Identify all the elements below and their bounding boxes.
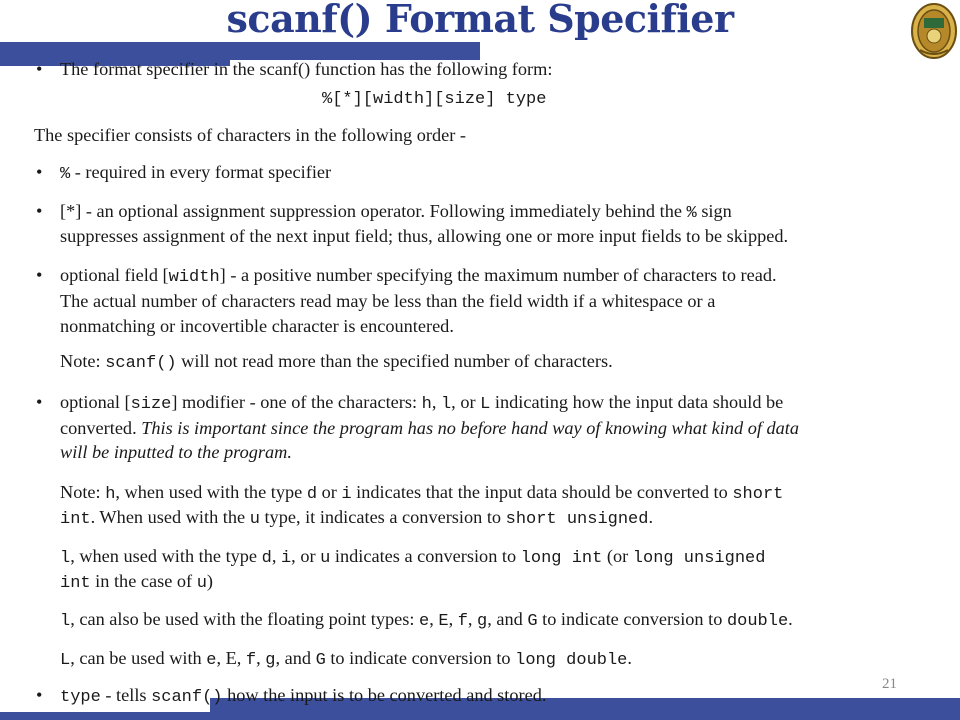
type-text: how the input is to be converted and stored. bbox=[222, 685, 547, 705]
note-h-line-1 bbox=[60, 480, 783, 507]
type-text: - tells bbox=[100, 685, 152, 705]
note-text: ) bbox=[206, 571, 213, 591]
note-l-line-2 bbox=[60, 569, 213, 596]
long-double-code: long double bbox=[515, 651, 628, 670]
star-text: - an optional assignment suppression operator. Following immediately behind the bbox=[81, 201, 687, 221]
note-text: . When used with the bbox=[90, 507, 250, 527]
star-symbol: [*] bbox=[60, 201, 82, 221]
short-unsigned-code: short unsigned bbox=[505, 510, 649, 529]
g-code: g bbox=[477, 612, 488, 631]
d-code: d bbox=[306, 485, 318, 504]
G-code: G bbox=[315, 651, 326, 670]
note-text: type, it indicates a conversion to bbox=[259, 507, 506, 527]
note-l-line-1 bbox=[60, 544, 765, 571]
note-l2-line bbox=[60, 607, 793, 634]
u-code: u bbox=[249, 510, 260, 529]
i-code: i bbox=[280, 549, 292, 568]
note-text: to indicate conversion to bbox=[537, 609, 727, 629]
note-text: indicates that the input data should be converted to bbox=[351, 482, 733, 502]
size-line-1 bbox=[60, 390, 783, 417]
star-text: sign bbox=[696, 201, 732, 221]
e-code: e bbox=[206, 651, 217, 670]
f-code: f bbox=[457, 612, 468, 631]
long-unsigned-code: long unsigned bbox=[632, 549, 766, 568]
separator: , bbox=[256, 648, 266, 668]
size-italic-text: This is important since the program has no before hand way of knowing what kind of data bbox=[141, 418, 799, 438]
note-L-line bbox=[60, 646, 632, 673]
intro-text: The format specifier in the scanf() function has the following form: bbox=[60, 59, 553, 79]
pct-symbol: % bbox=[60, 165, 71, 184]
h-code: h bbox=[421, 395, 432, 414]
size-text: converted. bbox=[60, 418, 142, 438]
size-line-2 bbox=[60, 416, 799, 440]
h-code: h bbox=[105, 485, 116, 504]
g-code: g bbox=[265, 651, 276, 670]
size-text: ] modifier - one of the characters: bbox=[171, 392, 422, 412]
separator: , bbox=[448, 609, 458, 629]
width-text: ] - a positive number specifying the maximum number of characters to read. bbox=[219, 265, 777, 285]
note-text: in the case of bbox=[90, 571, 197, 591]
pct-text: - required in every format specifier bbox=[70, 162, 332, 182]
bullet-icon: • bbox=[36, 265, 43, 285]
separator: , bbox=[431, 392, 441, 412]
star-line-1 bbox=[60, 199, 732, 226]
L-code: L bbox=[60, 651, 71, 670]
bullet-icon: • bbox=[36, 162, 43, 182]
note-text: , when used with the type bbox=[115, 482, 307, 502]
size-italic-text: will be inputted to the program. bbox=[60, 442, 292, 462]
scanf-code: scanf() bbox=[105, 354, 177, 373]
note-label: Note: bbox=[60, 351, 106, 371]
order-line: The specifier consists of characters in the following order - bbox=[34, 125, 466, 145]
size-text: indicating how the input data should be bbox=[490, 392, 784, 412]
note-text: to indicate conversion to bbox=[325, 648, 516, 668]
note-text: , can be used with bbox=[70, 648, 207, 668]
note-text: . bbox=[788, 609, 793, 629]
long-int-code: long int bbox=[520, 549, 603, 568]
int-code: int bbox=[60, 574, 91, 593]
note-text: will not read more than the specified number of characters. bbox=[176, 351, 613, 371]
note-text: indicates a conversion to bbox=[330, 546, 521, 566]
bullet-icon: • bbox=[36, 685, 43, 705]
scanf-code: scanf() bbox=[151, 688, 223, 707]
l-code: l bbox=[60, 612, 71, 631]
width-note bbox=[60, 349, 613, 376]
star-line-2: suppresses assignment of the next input field; thus, allowing one or more input fields to be skipped. bbox=[60, 226, 789, 246]
bullet-icon: • bbox=[36, 59, 43, 79]
G-code: G bbox=[527, 612, 538, 631]
separator: , and bbox=[487, 609, 528, 629]
note-label: Note: bbox=[60, 482, 106, 502]
width-line-1 bbox=[60, 263, 777, 290]
int-code: int bbox=[60, 510, 91, 529]
d-code: d bbox=[261, 549, 272, 568]
note-text: . bbox=[627, 648, 632, 668]
note-text: or bbox=[317, 482, 342, 502]
pct-item bbox=[60, 160, 331, 187]
pct-symbol: % bbox=[686, 204, 697, 223]
separator: , or bbox=[451, 392, 481, 412]
L-code: L bbox=[480, 395, 491, 414]
l-code: l bbox=[440, 395, 452, 414]
width-text: optional field [ bbox=[60, 265, 169, 285]
short-code: short bbox=[732, 485, 784, 504]
size-line-3 bbox=[60, 440, 292, 464]
u-code: u bbox=[320, 549, 331, 568]
separator: , bbox=[271, 546, 281, 566]
separator: , bbox=[429, 609, 439, 629]
note-text: (or bbox=[602, 546, 633, 566]
double-code: double bbox=[726, 612, 789, 631]
page-number: 21 bbox=[882, 676, 897, 692]
type-code: type bbox=[60, 688, 101, 707]
note-text: , can also be used with the floating point types: bbox=[70, 609, 420, 629]
width-code: width bbox=[168, 268, 220, 287]
e-code: e bbox=[419, 612, 430, 631]
E-code: E bbox=[438, 612, 449, 631]
separator: , bbox=[467, 609, 478, 629]
note-text: , when used with the type bbox=[70, 546, 262, 566]
size-text: optional [ bbox=[60, 392, 131, 412]
note-text: . bbox=[648, 507, 654, 527]
type-line bbox=[60, 683, 546, 710]
bullet-icon: • bbox=[36, 201, 43, 221]
size-code: size bbox=[130, 395, 172, 414]
width-line-3: nonmatching or incovertible character is encountered. bbox=[60, 316, 454, 336]
l-code: l bbox=[60, 549, 71, 568]
bullet-icon: • bbox=[36, 392, 43, 412]
format-form: %[*][width][size] type bbox=[322, 90, 547, 109]
note-h-line-2 bbox=[60, 505, 653, 532]
u-code: u bbox=[196, 574, 207, 593]
i-code: i bbox=[341, 485, 352, 504]
width-line-2: The actual number of characters read may be less than the field width if a whitespace or a bbox=[60, 291, 716, 311]
page-title: scanf() Format Specifier bbox=[226, 0, 734, 41]
separator: , and bbox=[275, 648, 316, 668]
separator: , E, bbox=[216, 648, 246, 668]
f-code: f bbox=[245, 651, 257, 670]
separator: , or bbox=[291, 546, 321, 566]
